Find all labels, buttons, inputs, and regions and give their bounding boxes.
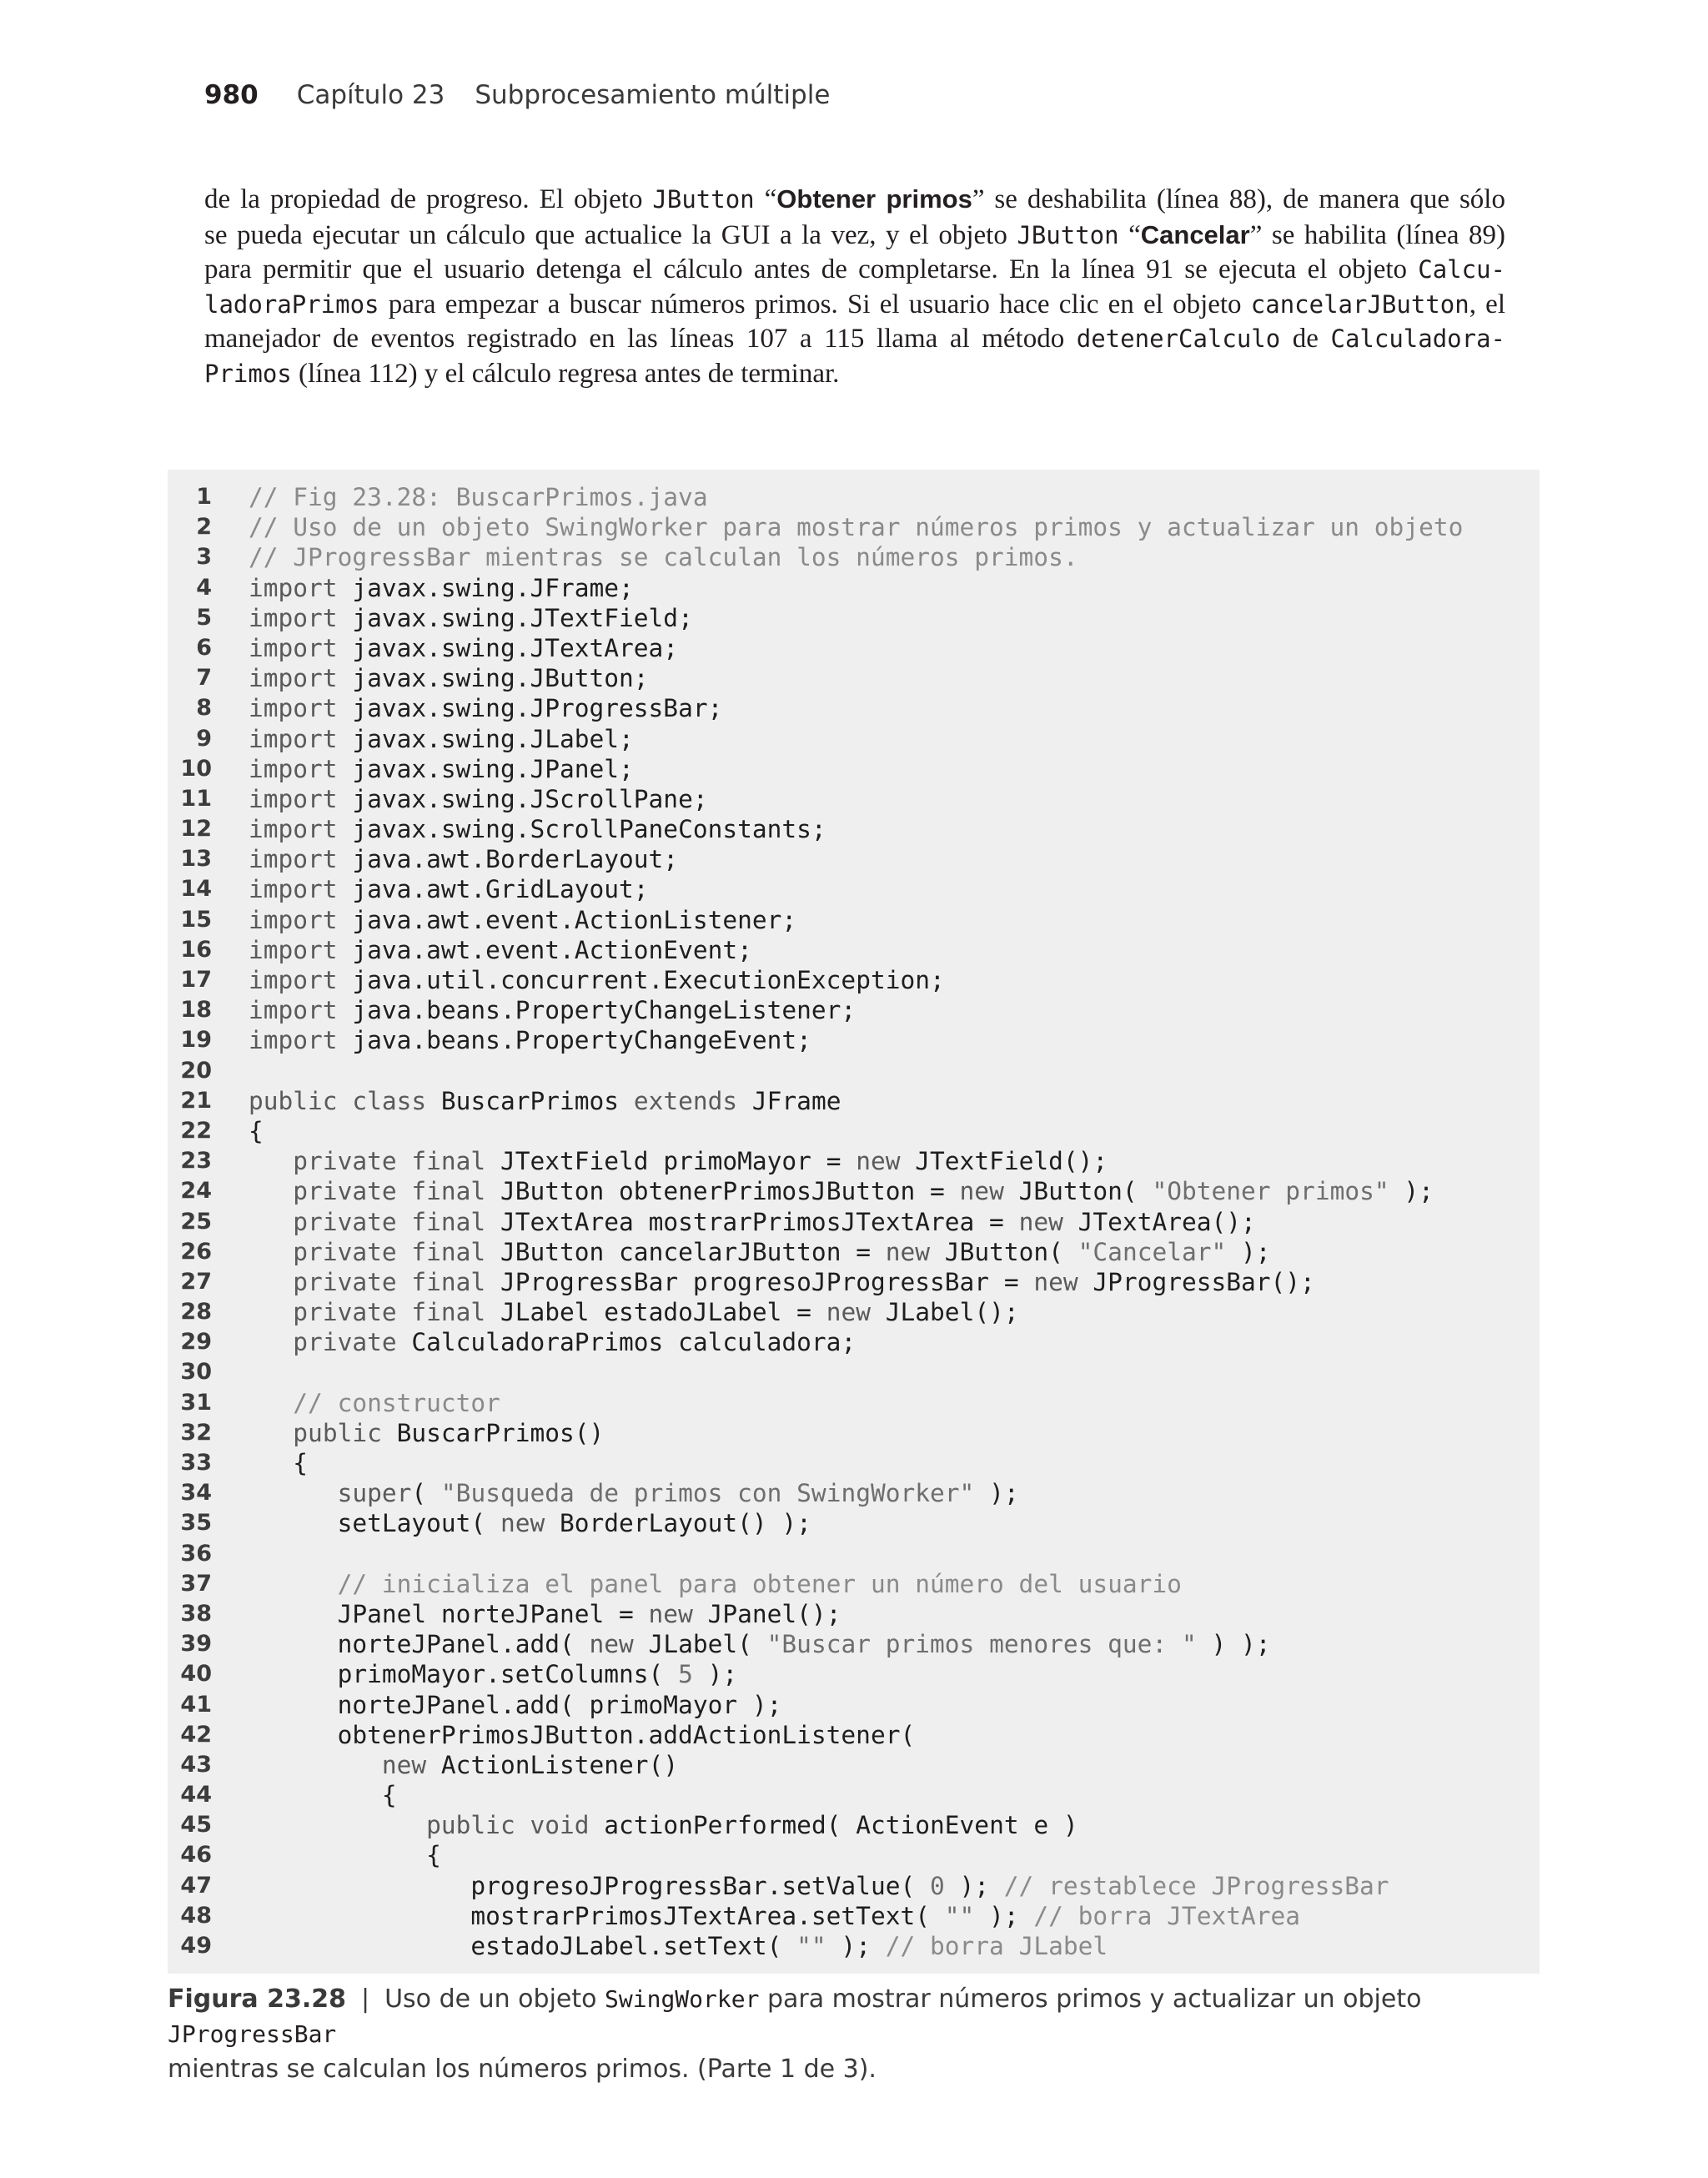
line-number: 7 bbox=[196, 665, 212, 692]
line-number: 20 bbox=[180, 1057, 212, 1084]
code-line bbox=[168, 663, 1540, 693]
code-text: { bbox=[249, 1781, 397, 1810]
code-text: import javax.swing.JFrame; bbox=[249, 573, 634, 602]
line-number: 16 bbox=[180, 936, 212, 963]
intro-text: manejador de eventos registrado en las líneas 107 a 115 llama al método bbox=[204, 324, 1077, 354]
intro-text: se pueda ejecutar un cálculo que actualice la GUI a la vez, y el objeto bbox=[204, 219, 1017, 250]
code-text: { bbox=[249, 1841, 441, 1870]
line-number: 46 bbox=[180, 1842, 212, 1869]
intro-code: Primos bbox=[204, 359, 292, 388]
code-line bbox=[168, 1720, 1540, 1750]
code-text: JPanel norteJPanel = new JPanel(); bbox=[249, 1599, 841, 1628]
code-text: import java.awt.GridLayout; bbox=[249, 875, 649, 904]
intro-ui-label: Cancelar bbox=[1140, 219, 1250, 249]
code-line bbox=[168, 1025, 1540, 1055]
code-line bbox=[168, 1388, 1540, 1418]
intro-text: (línea 112) y el cálculo regresa antes de terminar. bbox=[291, 358, 840, 389]
code-text: private final JTextArea mostrarPrimosJTextArea = new JTextArea(); bbox=[293, 1207, 1256, 1236]
line-number: 36 bbox=[180, 1540, 212, 1567]
code-text: public BuscarPrimos() bbox=[293, 1418, 605, 1447]
code-line bbox=[168, 1690, 1540, 1720]
code-line bbox=[168, 603, 1540, 633]
code-line bbox=[168, 1448, 1540, 1478]
code-text: primoMayor.setColumns( 5 ); bbox=[249, 1660, 738, 1689]
code-text: import javax.swing.JTextField; bbox=[249, 603, 693, 632]
code-line bbox=[168, 1750, 1540, 1780]
code-line bbox=[168, 1599, 1540, 1629]
code-line bbox=[168, 1267, 1540, 1297]
line-number: 13 bbox=[180, 846, 212, 873]
line-number: 37 bbox=[180, 1570, 212, 1597]
line-number: 12 bbox=[180, 816, 212, 843]
intro-line bbox=[204, 253, 1505, 288]
code-text: { bbox=[249, 1449, 309, 1477]
line-number: 45 bbox=[180, 1812, 212, 1838]
code-text: // Uso de un objeto SwingWorker para mostrar números primos y actualizar un objeto bbox=[249, 513, 1464, 542]
caption-text-3: mientras se calculan los números primos. (Parte 1 de 3). bbox=[168, 2055, 877, 2084]
code-line bbox=[168, 573, 1540, 603]
intro-line bbox=[204, 288, 1505, 323]
line-number: 28 bbox=[180, 1299, 212, 1325]
code-line bbox=[168, 1418, 1540, 1448]
intro-text: de la propiedad de progreso. El objeto bbox=[204, 184, 653, 214]
running-header bbox=[204, 80, 830, 110]
code-text: private CalculadoraPrimos calculadora; bbox=[293, 1328, 857, 1357]
code-line bbox=[168, 1478, 1540, 1508]
intro-line bbox=[204, 357, 1505, 392]
code-line bbox=[168, 633, 1540, 663]
line-number: 23 bbox=[180, 1148, 212, 1175]
intro-text: “ bbox=[754, 184, 777, 214]
code-line bbox=[168, 1659, 1540, 1689]
code-text: // Fig 23.28: BuscarPrimos.java bbox=[249, 483, 708, 511]
line-number: 1 bbox=[196, 484, 212, 510]
line-number: 18 bbox=[180, 997, 212, 1024]
code-text: mostrarPrimosJTextArea.setText( "" ); // borra JTextArea bbox=[249, 1901, 1301, 1930]
code-text: private final JLabel estadoJLabel = new JLabel(); bbox=[293, 1298, 1019, 1327]
code-line bbox=[168, 874, 1540, 904]
intro-text: ” se deshabilita (línea 88), de manera que sólo bbox=[972, 184, 1505, 214]
code-text: progresoJProgressBar.setValue( 0 ); // restablece JProgressBar bbox=[249, 1871, 1389, 1900]
code-text: import java.awt.event.ActionEvent; bbox=[249, 935, 752, 964]
line-number: 17 bbox=[180, 967, 212, 993]
code-line bbox=[168, 1207, 1540, 1237]
code-text: import java.beans.PropertyChangeListener; bbox=[249, 996, 857, 1025]
code-line bbox=[168, 784, 1540, 814]
code-line bbox=[168, 1780, 1540, 1810]
intro-line bbox=[204, 218, 1505, 254]
line-number: 22 bbox=[180, 1117, 212, 1144]
code-text: import javax.swing.JProgressBar; bbox=[249, 694, 723, 723]
line-number: 49 bbox=[180, 1933, 212, 1959]
chapter-label: Capítulo 23 bbox=[296, 80, 445, 110]
code-text: private final JButton obtenerPrimosJButton = new JButton( "Obtener primos" ); bbox=[293, 1177, 1434, 1206]
line-number: 5 bbox=[196, 604, 212, 631]
intro-text: para empezar a buscar números primos. Si el usuario hace clic en el objeto bbox=[379, 289, 1251, 319]
code-line bbox=[168, 1146, 1540, 1176]
intro-line bbox=[204, 182, 1505, 218]
code-text: { bbox=[249, 1116, 264, 1145]
code-line bbox=[168, 1901, 1540, 1931]
chapter-title: Subprocesamiento múltiple bbox=[475, 80, 831, 110]
code-listing bbox=[168, 470, 1540, 1974]
line-number: 26 bbox=[180, 1238, 212, 1265]
line-number: 38 bbox=[180, 1600, 212, 1627]
code-lines bbox=[168, 482, 1540, 1961]
code-text: new ActionListener() bbox=[381, 1750, 679, 1779]
code-text: norteJPanel.add( primoMayor ); bbox=[249, 1690, 782, 1719]
code-line bbox=[168, 1629, 1540, 1659]
code-text: import java.awt.BorderLayout; bbox=[249, 845, 679, 874]
code-line bbox=[168, 1237, 1540, 1267]
caption-text-2: para mostrar números primos y actualizar un objeto bbox=[759, 1984, 1422, 2014]
intro-text: “ bbox=[1118, 219, 1141, 250]
line-number: 39 bbox=[180, 1631, 212, 1657]
line-number: 42 bbox=[180, 1721, 212, 1748]
line-number: 47 bbox=[180, 1872, 212, 1899]
code-line bbox=[168, 482, 1540, 512]
line-number: 24 bbox=[180, 1178, 212, 1205]
code-text: setLayout( new BorderLayout() ); bbox=[249, 1509, 811, 1538]
line-number: 48 bbox=[180, 1902, 212, 1929]
code-line bbox=[168, 1871, 1540, 1901]
figure-label: Figura 23.28 bbox=[168, 1984, 346, 2014]
intro-code: cancelarJButton bbox=[1250, 289, 1469, 319]
line-number: 4 bbox=[196, 574, 212, 601]
line-number: 2 bbox=[196, 514, 212, 541]
code-line bbox=[168, 1327, 1540, 1357]
code-line bbox=[168, 814, 1540, 844]
line-number: 19 bbox=[180, 1027, 212, 1054]
intro-text: de bbox=[1280, 324, 1331, 354]
intro-code: Calcu- bbox=[1418, 255, 1505, 284]
caption-code-1: SwingWorker bbox=[605, 1985, 760, 2013]
line-number: 32 bbox=[180, 1419, 212, 1446]
caption-separator: | bbox=[360, 1984, 370, 2014]
line-number: 43 bbox=[180, 1751, 212, 1778]
code-text: public void actionPerformed( ActionEvent e ) bbox=[426, 1811, 1078, 1840]
code-line bbox=[168, 1357, 1540, 1387]
intro-code: Calculadora- bbox=[1330, 324, 1505, 353]
code-line bbox=[168, 1931, 1540, 1961]
code-line bbox=[168, 905, 1540, 935]
code-line bbox=[168, 512, 1540, 542]
code-line bbox=[168, 1297, 1540, 1327]
page-number: 980 bbox=[204, 80, 259, 110]
code-line bbox=[168, 1810, 1540, 1840]
code-text: private final JTextField primoMayor = new JTextField(); bbox=[293, 1147, 1108, 1176]
code-text: // JProgressBar mientras se calculan los números primos. bbox=[249, 543, 1078, 572]
caption-text-1: Uso de un objeto bbox=[384, 1984, 605, 2014]
line-number: 34 bbox=[180, 1480, 212, 1506]
line-number: 35 bbox=[180, 1510, 212, 1537]
intro-text: para permitir que el usuario detenga el cálculo antes de completarse. En la línea 91 se ejecuta el objeto bbox=[204, 254, 1419, 284]
code-text: import javax.swing.ScrollPaneConstants; bbox=[249, 815, 826, 844]
code-line bbox=[168, 1569, 1540, 1599]
line-number: 33 bbox=[180, 1450, 212, 1476]
line-number: 30 bbox=[180, 1359, 212, 1386]
intro-line bbox=[204, 322, 1505, 357]
line-number: 11 bbox=[180, 785, 212, 812]
code-text: import javax.swing.JLabel; bbox=[249, 724, 634, 753]
code-line bbox=[168, 542, 1540, 572]
code-text: private final JButton cancelarJButton = new JButton( "Cancelar" ); bbox=[293, 1237, 1271, 1266]
intro-code: ladoraPrimos bbox=[204, 289, 379, 319]
code-line bbox=[168, 1086, 1540, 1116]
intro-text: ” se habilita (línea 89) bbox=[1249, 219, 1505, 250]
line-number: 44 bbox=[180, 1782, 212, 1808]
line-number: 15 bbox=[180, 906, 212, 933]
code-text: import java.util.concurrent.ExecutionException; bbox=[249, 966, 945, 994]
intro-paragraph bbox=[204, 182, 1505, 391]
code-text: import javax.swing.JButton; bbox=[249, 664, 649, 693]
code-line bbox=[168, 1056, 1540, 1086]
intro-ui-label: Obtener primos bbox=[776, 184, 972, 214]
code-text: private final JProgressBar progresoJProgressBar = new JProgressBar(); bbox=[293, 1267, 1315, 1296]
figure-caption bbox=[168, 1982, 1540, 2087]
code-line bbox=[168, 1539, 1540, 1569]
code-line bbox=[168, 844, 1540, 874]
intro-code: detenerCalculo bbox=[1076, 324, 1281, 353]
line-number: 31 bbox=[180, 1389, 212, 1416]
code-text: public class BuscarPrimos extends JFrame bbox=[249, 1086, 841, 1115]
intro-code: JButton bbox=[1017, 220, 1119, 249]
line-number: 21 bbox=[180, 1087, 212, 1114]
code-line bbox=[168, 1840, 1540, 1870]
code-line bbox=[168, 1176, 1540, 1206]
code-text: super( "Busqueda de primos con SwingWorker" ); bbox=[337, 1479, 1019, 1508]
code-text: // inicializa el panel para obtener un número del usuario bbox=[337, 1569, 1182, 1598]
line-number: 27 bbox=[180, 1268, 212, 1295]
line-number: 41 bbox=[180, 1691, 212, 1718]
line-number: 10 bbox=[180, 755, 212, 782]
code-line bbox=[168, 995, 1540, 1025]
intro-text: , el bbox=[1469, 289, 1505, 319]
code-text: // constructor bbox=[293, 1388, 500, 1417]
line-number: 3 bbox=[196, 544, 212, 571]
line-number: 14 bbox=[180, 876, 212, 903]
code-line bbox=[168, 693, 1540, 723]
line-number: 6 bbox=[196, 634, 212, 661]
code-text: import java.beans.PropertyChangeEvent; bbox=[249, 1026, 811, 1055]
code-line bbox=[168, 1508, 1540, 1538]
code-line bbox=[168, 724, 1540, 754]
code-text: obtenerPrimosJButton.addActionListener( bbox=[249, 1720, 916, 1749]
code-text: import javax.swing.JTextArea; bbox=[249, 633, 679, 662]
code-text: estadoJLabel.setText( "" ); // borra JLabel bbox=[249, 1932, 1108, 1960]
code-text: import javax.swing.JPanel; bbox=[249, 754, 634, 783]
line-number: 40 bbox=[180, 1661, 212, 1688]
code-text: import java.awt.event.ActionListener; bbox=[249, 905, 797, 934]
code-line bbox=[168, 935, 1540, 965]
code-line bbox=[168, 754, 1540, 784]
caption-code-2: JProgressBar bbox=[168, 2020, 337, 2048]
line-number: 25 bbox=[180, 1208, 212, 1235]
line-number: 29 bbox=[180, 1329, 212, 1356]
code-text: import javax.swing.JScrollPane; bbox=[249, 784, 708, 813]
code-line bbox=[168, 965, 1540, 995]
intro-code: JButton bbox=[652, 185, 755, 214]
line-number: 8 bbox=[196, 695, 212, 722]
line-number: 9 bbox=[196, 725, 212, 752]
code-text: norteJPanel.add( new JLabel( "Buscar primos menores que: " ) ); bbox=[249, 1630, 1271, 1659]
code-line bbox=[168, 1116, 1540, 1146]
